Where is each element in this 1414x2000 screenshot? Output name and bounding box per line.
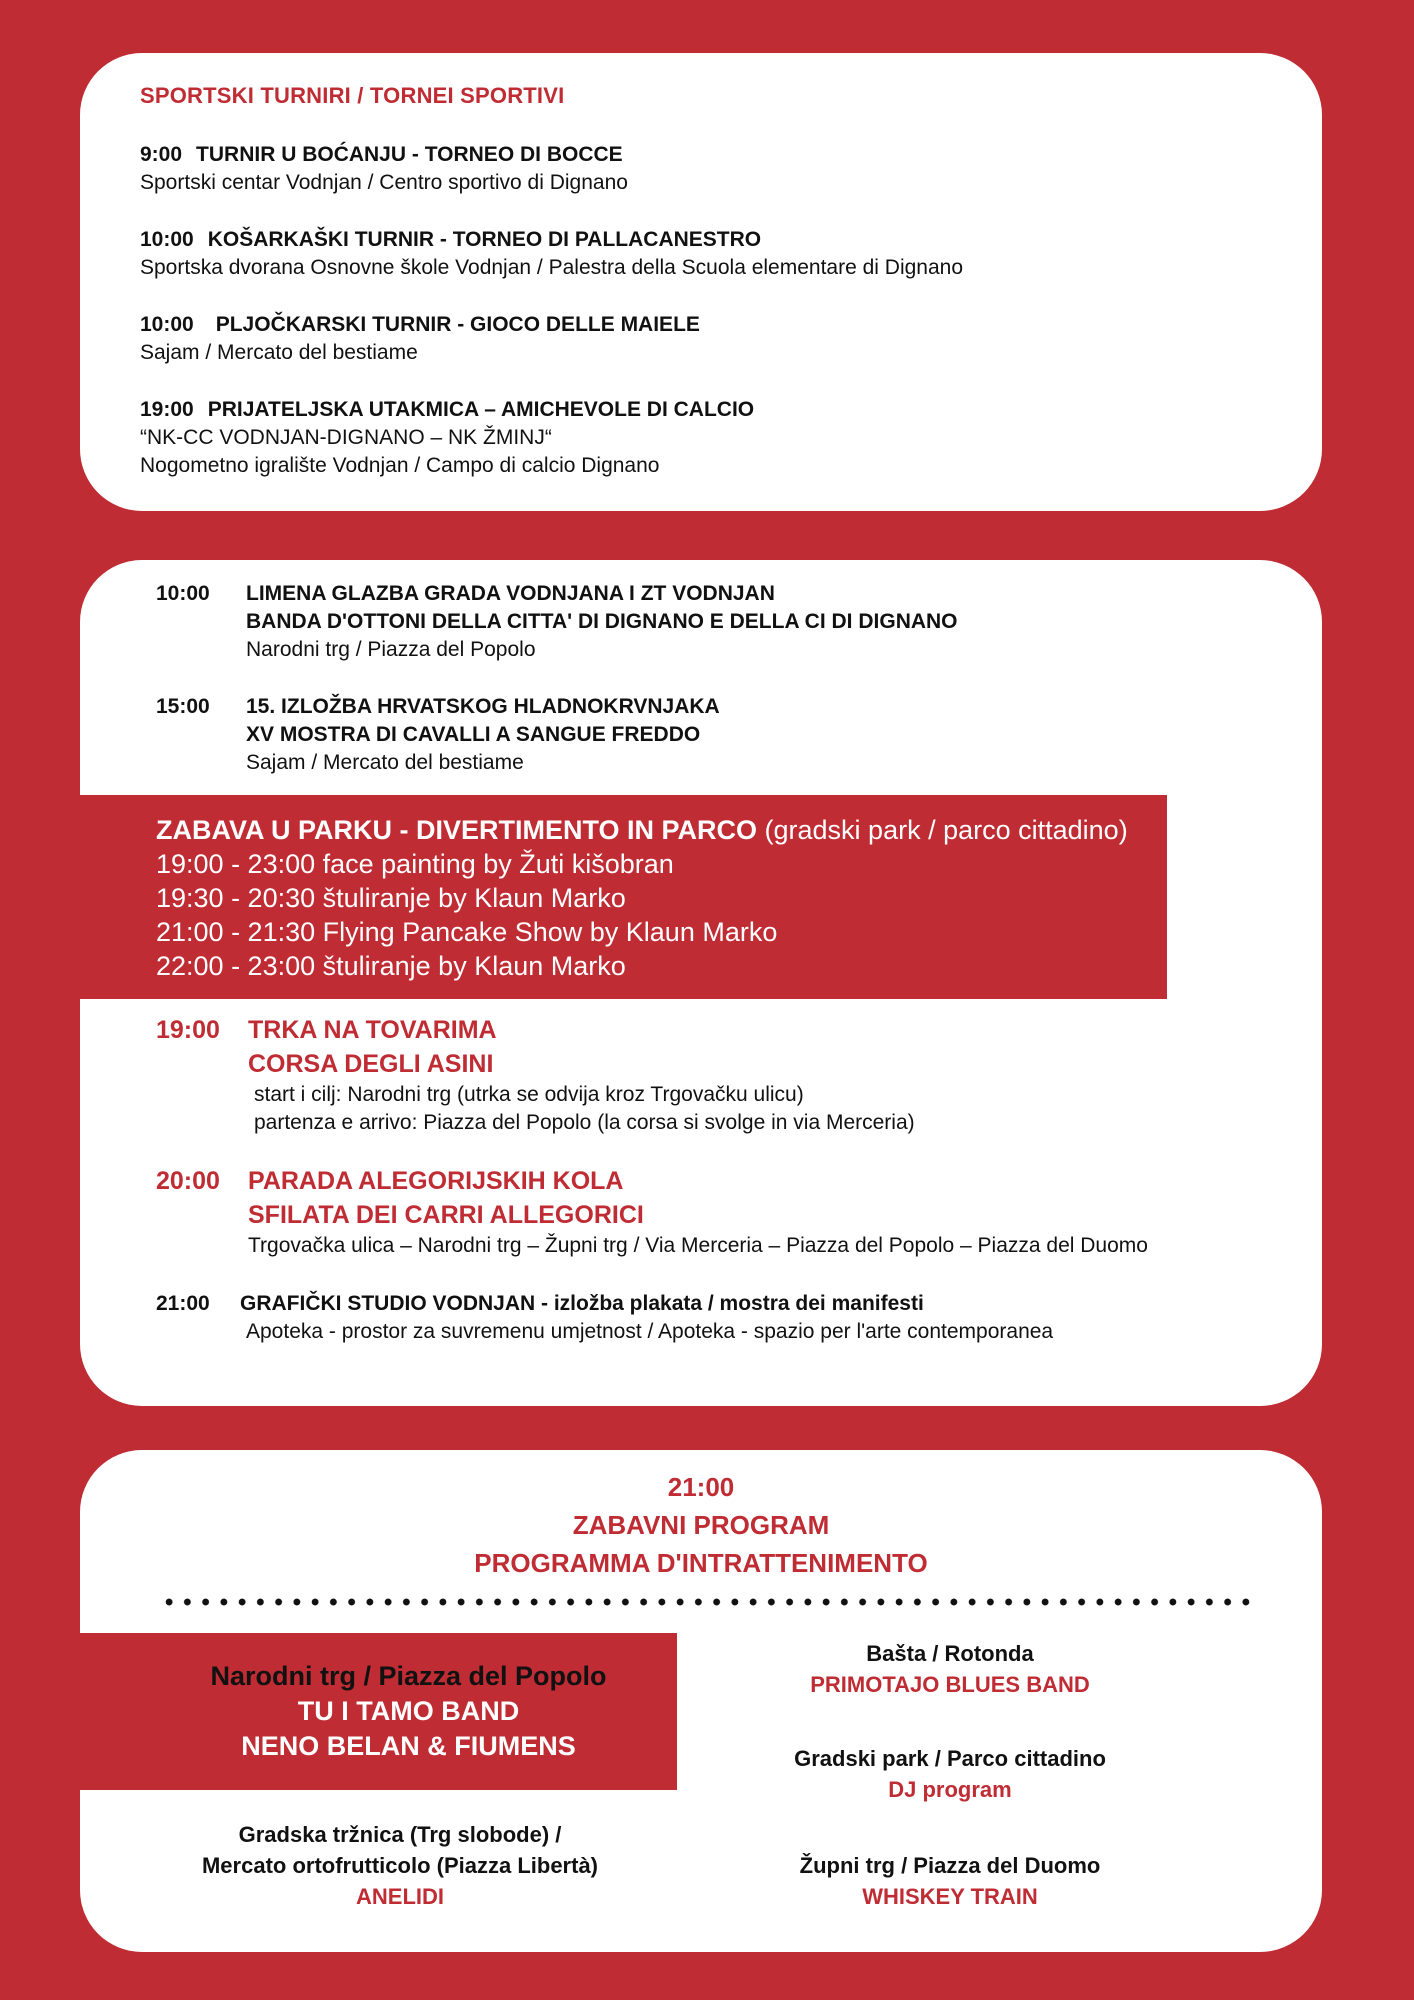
event-title: TRKA NA TOVARIMA <box>248 1016 497 1044</box>
event-title: LIMENA GLAZBA GRADA VODNJANA I ZT VODNJAN <box>246 582 775 605</box>
venue-basta <box>720 1638 1180 1700</box>
main-stage-banner <box>80 1633 677 1790</box>
event-time: 9:00 <box>140 143 183 166</box>
venue-act: NENO BELAN & FIUMENS <box>241 1731 576 1761</box>
event-basketball <box>140 226 963 282</box>
event-location: Sportski centar Vodnjan / Centro sportivo di Dignano <box>140 171 628 194</box>
entertainment-header <box>80 1468 1322 1582</box>
park-fun-banner <box>80 795 1167 999</box>
entertainment-title-it: PROGRAMMA D'INTRATTENIMENTO <box>474 1548 928 1578</box>
event-title-it: BANDA D'OTTONI DELLA CITTA' DI DIGNANO E DELLA CI DI DIGNANO <box>246 610 958 633</box>
event-location: Apoteka - prostor za suvremenu umjetnost / Apoteka - spazio per l'arte contemporanea <box>246 1320 1054 1343</box>
event-location: Sportska dvorana Osnovne škole Vodnjan / Palestra della Scuola elementare di Dignano <box>140 256 964 279</box>
event-pljocke <box>140 311 700 367</box>
event-time: 10:00 <box>156 582 210 605</box>
venue-place: Župni trg / Piazza del Duomo <box>799 1853 1101 1878</box>
event-title: GRAFIČKI STUDIO VODNJAN - izložba plakata / mostra dei manifesti <box>240 1292 924 1315</box>
event-poster-exhibition <box>156 1290 1053 1346</box>
event-bocce <box>140 141 628 197</box>
event-donkey-race <box>156 1013 915 1137</box>
event-title: KOŠARKAŠKI TURNIR - TORNEO DI PALLACANESTRO <box>207 228 762 251</box>
sports-tournaments-card <box>80 53 1322 511</box>
event-title: 15. IZLOŽBA HRVATSKOG HLADNOKRVNJAKA <box>246 695 720 718</box>
event-horse-exhibition <box>156 693 720 777</box>
event-location: Narodni trg / Piazza del Popolo <box>246 638 536 661</box>
event-parade <box>156 1164 1148 1260</box>
event-title-it: CORSA DEGLI ASINI <box>248 1050 494 1078</box>
event-route: Trgovačka ulica – Narodni trg – Župni trg / Via Merceria – Piazza del Popolo – Piazza del Duomo <box>248 1234 1148 1257</box>
event-title: TURNIR U BOĆANJU - TORNEO DI BOCCE <box>196 143 623 166</box>
entertainment-card <box>80 1450 1322 1952</box>
park-item: 22:00 - 23:00 štuliranje by Klaun Marko <box>156 951 626 981</box>
event-title-it: XV MOSTRA DI CAVALLI A SANGUE FREDDO <box>246 723 701 746</box>
park-item: 21:00 - 21:30 Flying Pancake Show by Klaun Marko <box>156 917 778 947</box>
events-card <box>80 560 1322 1406</box>
park-item: 19:00 - 23:00 face painting by Žuti kišobran <box>156 849 674 879</box>
dotted-divider <box>160 1598 1255 1606</box>
venue-place: Mercato ortofrutticolo (Piazza Libertà) <box>201 1853 599 1878</box>
venue-act: TU I TAMO BAND <box>297 1696 520 1726</box>
sports-section-title: SPORTSKI TURNIRI / TORNEI SPORTIVI <box>140 83 565 108</box>
event-teams: “NK-CC VODNJAN-DIGNANO – NK ŽMINJ“ <box>140 426 552 449</box>
venue-park <box>720 1743 1180 1805</box>
venue-act: DJ program <box>888 1777 1012 1802</box>
venue-place: Narodni trg / Piazza del Popolo <box>210 1661 607 1691</box>
event-title: PARADA ALEGORIJSKIH KOLA <box>248 1167 624 1195</box>
venue-act: WHISKEY TRAIN <box>862 1884 1038 1909</box>
venue-market <box>160 1819 640 1912</box>
entertainment-title: ZABAVNI PROGRAM <box>572 1510 830 1540</box>
entertainment-time: 21:00 <box>667 1472 735 1502</box>
park-item: 19:30 - 20:30 štuliranje by Klaun Marko <box>156 883 626 913</box>
event-time: 10:00 <box>140 313 194 336</box>
event-time: 20:00 <box>156 1167 220 1195</box>
event-location: Sajam / Mercato del bestiame <box>140 341 418 364</box>
event-time: 21:00 <box>156 1292 210 1315</box>
event-location: Sajam / Mercato del bestiame <box>246 751 524 774</box>
event-time: 15:00 <box>156 695 210 718</box>
venue-place: Gradska tržnica (Trg slobode) / <box>238 1822 562 1847</box>
event-route: start i cilj: Narodni trg (utrka se odvija kroz Trgovačku ulicu) <box>254 1083 804 1106</box>
venue-act: ANELIDI <box>356 1884 444 1909</box>
event-time: 19:00 <box>140 398 194 421</box>
event-football <box>140 396 754 480</box>
event-location: Nogometno igralište Vodnjan / Campo di calcio Dignano <box>140 454 660 477</box>
venue-act: PRIMOTAJO BLUES BAND <box>810 1672 1090 1697</box>
event-time: 10:00 <box>140 228 194 251</box>
event-brass-band <box>156 580 958 664</box>
park-location: (gradski park / parco cittadino) <box>764 815 1128 845</box>
park-title: ZABAVA U PARKU - DIVERTIMENTO IN PARCO <box>156 815 758 845</box>
event-route-it: partenza e arrivo: Piazza del Popolo (la corsa si svolge in via Merceria) <box>254 1111 915 1134</box>
venue-place: Gradski park / Parco cittadino <box>794 1746 1106 1771</box>
venue-duomo <box>720 1850 1180 1912</box>
event-title: PRIJATELJSKA UTAKMICA – AMICHEVOLE DI CALCIO <box>207 398 755 421</box>
venue-place: Bašta / Rotonda <box>866 1641 1034 1666</box>
event-title: PLJOČKARSKI TURNIR - GIOCO DELLE MAIELE <box>215 313 700 336</box>
event-title-it: SFILATA DEI CARRI ALLEGORICI <box>248 1201 644 1229</box>
event-time: 19:00 <box>156 1016 220 1044</box>
